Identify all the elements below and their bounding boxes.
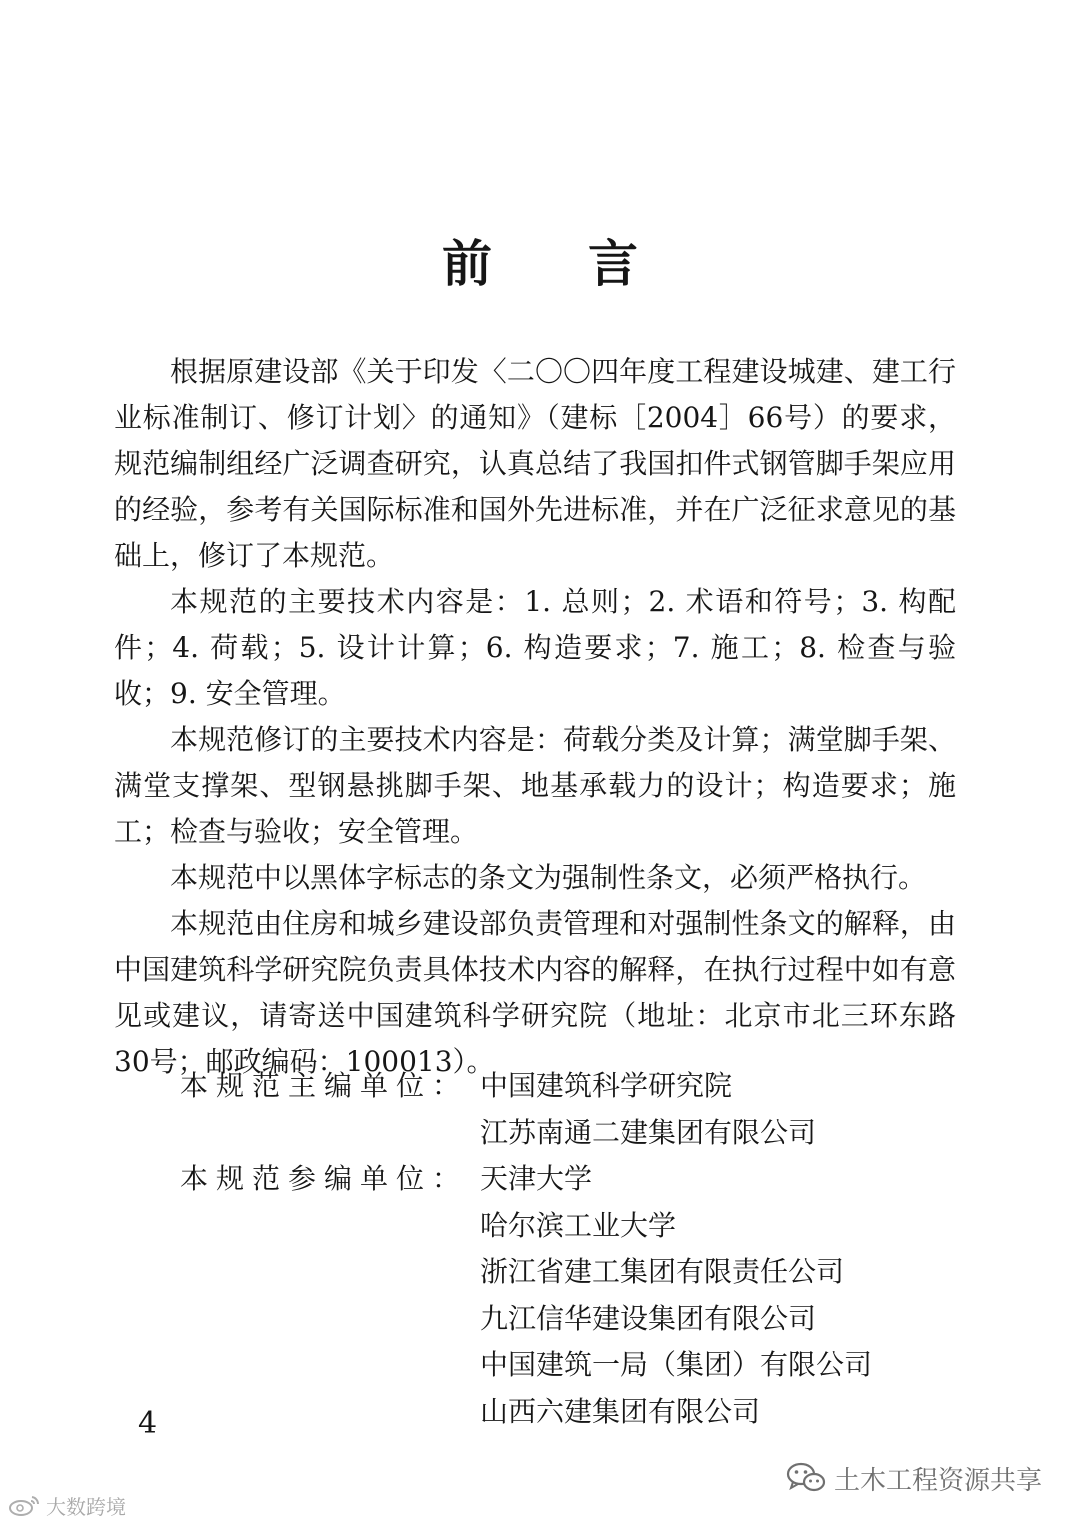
title-char-1: 前 (442, 234, 492, 293)
chief-units-row (180, 1063, 872, 1156)
paragraph: 本规范由住房和城乡建设部负责管理和对强制性条文的解释，由中国建筑科学研究院负责具体技术内容的解释，在执行过程中如有意见或建议，请寄送中国建筑科学研究院（地址：北京市北三环东路30号；邮政编码：100013）。 (114, 907, 956, 1078)
paragraph: 本规范的主要技术内容是：1. 总则；2. 术语和符号；3. 构配件；4. 荷载；5. 设计计算；6. 构造要求；7. 施工；8. 检查与验收；9. 安全管理。 (114, 585, 956, 710)
page-number: 4 (138, 1406, 158, 1441)
participating-units-label: 本规范参编单位： (180, 1162, 469, 1195)
preface-body (114, 349, 956, 1085)
watermark-left-text: 大数跨境 (46, 1494, 126, 1519)
title-char-2: 言 (588, 234, 638, 293)
unit-name: 九江信华建设集团有限公司 (480, 1301, 817, 1335)
chief-units-list (480, 1063, 816, 1156)
watermark-right-text: 土木工程资源共享 (834, 1465, 1043, 1496)
chief-units-label: 本规范主编单位： (180, 1069, 469, 1102)
weibo-icon (8, 1493, 42, 1517)
paragraph: 根据原建设部《关于印发〈二〇〇四年度工程建设城建、建工行业标准制订、修订计划〉的通知》（建标［2004］66号）的要求，规范编制组经广泛调查研究，认真总结了我国扣件式钢管脚手架应用的经验，参考有关国际标准和国外先进标准，并在广泛征求意见的基础上，修订了本规范。 (114, 355, 956, 572)
watermark-right (786, 1458, 1042, 1498)
participating-units-list (480, 1156, 872, 1435)
unit-name: 天津大学 (480, 1162, 593, 1195)
editing-units (180, 1063, 872, 1435)
page-title (0, 232, 1080, 296)
unit-name: 哈尔滨工业大学 (480, 1208, 677, 1242)
unit-name: 中国建筑一局（集团）有限公司 (480, 1348, 873, 1381)
unit-name: 山西六建集团有限公司 (480, 1394, 761, 1428)
wechat-icon (786, 1461, 826, 1495)
paragraph: 本规范中以黑体字标志的条文为强制性条文，必须严格执行。 (170, 861, 927, 894)
unit-name: 江苏南通二建集团有限公司 (480, 1115, 817, 1149)
unit-name: 中国建筑科学研究院 (480, 1069, 733, 1102)
participating-units-row (180, 1156, 872, 1435)
unit-name: 浙江省建工集团有限责任公司 (480, 1255, 845, 1288)
paragraph: 本规范修订的主要技术内容是：荷载分类及计算；满堂脚手架、满堂支撑架、型钢悬挑脚手架、地基承载力的设计；构造要求；施工；检查与验收；安全管理。 (114, 723, 956, 848)
watermark-left (8, 1490, 126, 1520)
